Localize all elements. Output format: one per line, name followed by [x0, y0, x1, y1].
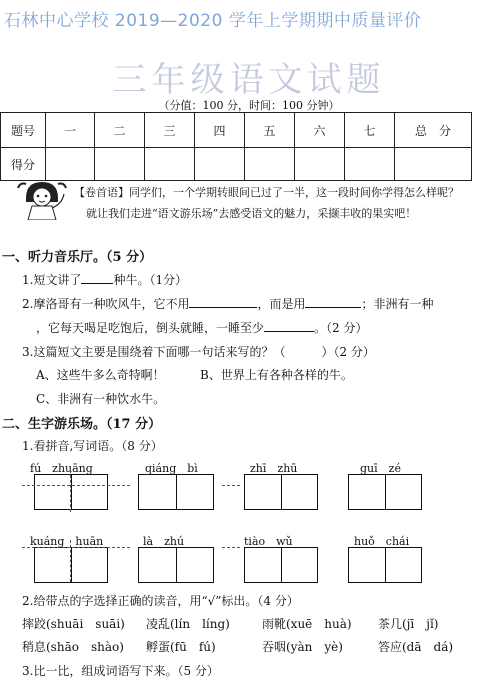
reading-option[interactable]: 吞咽(yàn yè) — [262, 640, 343, 654]
s1-q1-blank[interactable] — [81, 272, 113, 284]
reading-option[interactable]: 茶几(jī jǐ) — [378, 617, 439, 631]
guide-dash — [70, 470, 71, 512]
writing-box[interactable] — [138, 474, 214, 510]
score-table-score-row — [1, 148, 472, 181]
pinyin-label: fú zhuāng — [30, 462, 93, 475]
intro-line-2: 就让我们走进“语文游乐场”去感受语文的魅力，采撷丰收的果实吧！ — [86, 207, 417, 220]
s1-q3-option-b: B、世界上有各种各样的牛。 — [200, 368, 353, 382]
s1-question-2-line-1 — [22, 295, 433, 312]
guide-dash — [222, 547, 240, 548]
s1-q2-blank-3[interactable] — [264, 320, 314, 332]
pinyin-label: qiáng bì — [145, 462, 198, 475]
s1-q2-text-d: ，它每天喝足吃饱后，倒头就睡，一睡至少 — [36, 321, 265, 335]
s1-q3-stem-before: 3.这篇短文主要是围绕着下面哪一句话来写的？（ — [22, 345, 286, 359]
s1-q2-blank-2[interactable] — [305, 296, 361, 308]
s1-q1-text-after: 种牛。（1分） — [113, 273, 188, 287]
s1-question-2-line-2 — [36, 319, 367, 336]
score-cell — [295, 148, 345, 181]
score-cell — [395, 148, 472, 181]
pinyin-label: huǒ chái — [354, 535, 410, 548]
guide-dash — [22, 485, 130, 486]
guide-dash — [222, 485, 240, 486]
score-table — [0, 112, 472, 181]
reading-option[interactable]: 雨靴(xuē huà) — [262, 617, 352, 631]
score-header-cell: 题号 — [1, 113, 46, 148]
exam-title: 三年级语文试题 — [112, 60, 386, 100]
score-header-cell: 一 — [46, 113, 95, 148]
school-header: 石林中心学校 2019—2020 学年上学期期中质量评价 — [4, 11, 422, 31]
s1-question-3 — [22, 343, 375, 360]
score-header-cell: 七 — [345, 113, 395, 148]
score-cell — [95, 148, 145, 181]
pinyin-label: là zhú — [143, 535, 185, 548]
s1-q2-text-e: 。（2 分） — [314, 321, 368, 335]
writing-box[interactable] — [34, 474, 108, 510]
pinyin-label: kuáng huān — [30, 535, 104, 548]
score-header-cell: 六 — [295, 113, 345, 148]
score-header-cell: 三 — [145, 113, 195, 148]
score-cell — [145, 148, 195, 181]
section-1-heading: 一、听力音乐厅。（5 分） — [2, 250, 153, 265]
score-cell — [46, 148, 95, 181]
writing-box[interactable] — [244, 474, 318, 510]
s2-question-3: 3.比一比，组成词语写下来。（5 分） — [22, 664, 219, 678]
guide-dash — [22, 547, 130, 548]
s1-q2-text-a: 2.摩洛哥有一种吹风牛，它不用 — [22, 297, 190, 311]
score-table-header-row — [1, 113, 472, 148]
pinyin-label: guī zé — [360, 462, 401, 475]
reading-option[interactable]: 凌乱(lín líng) — [146, 617, 230, 631]
intro-line-1: 【卷首语】同学们，一个学期转眼间已过了一半，这一段时间你学得怎么样呢？ — [74, 186, 459, 199]
score-time-note: （分值：100 分，时间：100 分钟） — [158, 99, 340, 112]
s1-question-1 — [22, 271, 187, 288]
score-cell — [345, 148, 395, 181]
score-cell — [245, 148, 295, 181]
reading-option[interactable]: 稍息(shāo shào) — [22, 640, 124, 654]
reading-option[interactable]: 答应(dā dá) — [378, 640, 454, 654]
writing-box[interactable] — [348, 474, 422, 510]
score-header-cell: 四 — [195, 113, 245, 148]
writing-box[interactable] — [34, 547, 108, 583]
reading-option[interactable]: 孵蛋(fū fú) — [146, 640, 216, 654]
reading-option[interactable]: 摔跤(shuāi suāi) — [22, 617, 125, 631]
writing-box[interactable] — [138, 547, 214, 583]
s1-q3-stem-after: ）（2 分） — [321, 345, 375, 359]
score-cell — [195, 148, 245, 181]
s1-q2-blank-1[interactable] — [189, 296, 257, 308]
score-row-label: 得分 — [1, 148, 46, 181]
score-header-cell: 二 — [95, 113, 145, 148]
writing-box[interactable] — [244, 547, 318, 583]
score-header-cell: 五 — [245, 113, 295, 148]
s2-question-1: 1.看拼音,写词语。（8 分） — [22, 439, 163, 453]
s1-q2-text-b: ，而是用 — [257, 297, 306, 311]
s2-question-2: 2.给带点的字选择正确的读音，用“√”标出。（4 分） — [22, 594, 299, 608]
s1-q3-option-c: C、非洲有一种饮水牛。 — [36, 392, 166, 406]
s1-q2-text-c: ；非洲有一种 — [361, 297, 434, 311]
s1-q3-option-a: A、这些牛多么奇特啊！ — [36, 368, 165, 382]
girl-illustration — [12, 180, 72, 220]
pinyin-label: zhī zhū — [250, 462, 298, 475]
score-header-cell: 总 分 — [395, 113, 472, 148]
section-2-heading: 二、生字游乐场。（17 分） — [2, 417, 162, 432]
writing-box[interactable] — [348, 547, 422, 583]
pinyin-label: tiào wǔ — [244, 535, 293, 548]
guide-dash — [70, 540, 71, 582]
s1-q1-text-before: 1.短文讲了 — [22, 273, 82, 287]
